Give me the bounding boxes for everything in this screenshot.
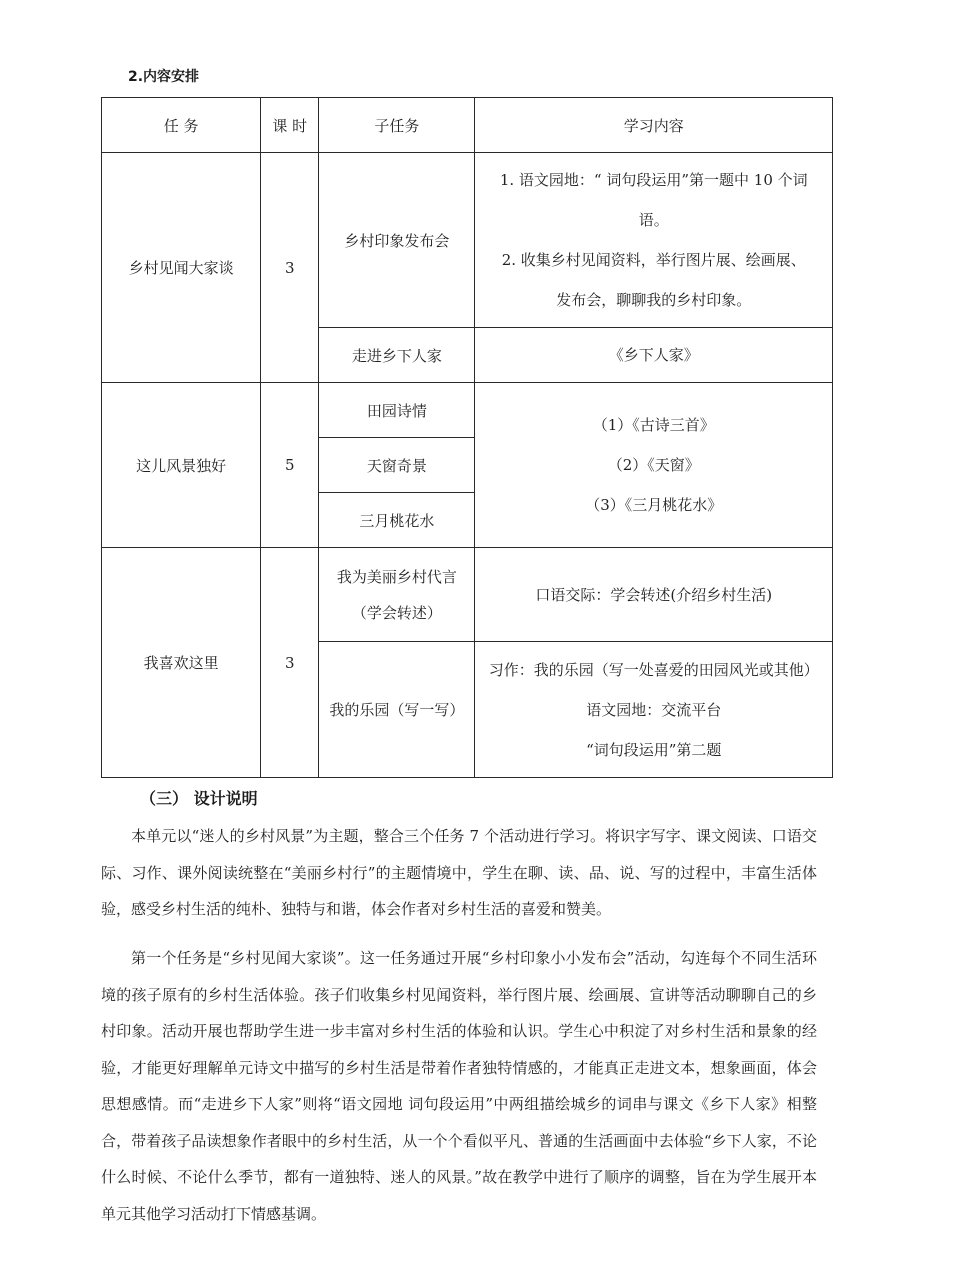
- task-cell: 这儿风景独好: [102, 383, 261, 548]
- task-cell: 我喜欢这里: [102, 548, 261, 778]
- content-line: （2）《天窗》: [607, 456, 700, 474]
- table-row: [102, 153, 833, 328]
- content-cell: 《乡下人家》: [475, 328, 833, 383]
- table-row: [102, 383, 833, 438]
- content-cell: 口语交际：学会转述(介绍乡村生活): [475, 548, 833, 642]
- table-row: [102, 548, 833, 642]
- hours-cell: 3: [261, 153, 319, 383]
- design-paragraph: 本单元以“迷人的乡村风景”为主题，整合三个任务 7 个活动进行学习。将识字写字、课文阅读、口语交际、习作、课外阅读统整在“美丽乡村行”的主题情境中，学生在聊、读、品、说、写的过程中，丰富生活体验，感受乡村生活的纯朴、独特与和谐，体会作者对乡村生活的喜爱和赞美。: [101, 827, 817, 918]
- subtask-cell: 三月桃花水: [319, 493, 475, 548]
- task-cell: 乡村见闻大家谈: [102, 153, 261, 383]
- section-heading: 2.内容安排: [128, 69, 200, 85]
- design-notes-title: （三） 设计说明: [140, 789, 258, 808]
- content-line: 2. 收集乡村见闻资料，举行图片展、绘画展、: [501, 251, 806, 269]
- hours-cell: 5: [261, 383, 319, 548]
- subtask-cell: 走进乡下人家: [319, 328, 475, 383]
- header-subtask: 子任务: [319, 98, 475, 153]
- content-line: （1）《古诗三首》: [592, 416, 715, 434]
- subtask-cell: [319, 548, 475, 642]
- content-cell: [475, 153, 833, 328]
- table-header-row: [102, 98, 833, 153]
- subtask-line: 我为美丽乡村代言: [336, 567, 457, 586]
- content-cell: [475, 642, 833, 778]
- content-line: （3）《三月桃花水》: [585, 496, 723, 514]
- design-paragraph: 第一个任务是“乡村见闻大家谈”。这一任务通过开展“乡村印象小小发布会”活动，勾连每个不同生活环境的孩子原有的乡村生活体验。孩子们收集乡村见闻资料，举行图片展、绘画展、宣讲等活动聊聊自己的乡村印象。活动开展也帮助学生进一步丰富对乡村生活的体验和认识。学生心中积淀了对乡村生活和景象的经验，才能更好理解单元诗文中描写的乡村生活是带着作者独特情感的，才能真正走进文本，想象画面，体会思想感情。而“走进乡下人家”则将“语文园地 词句段运用”中两组描绘城乡的词串与课文《乡下人家》相整合，带着孩子品读想象作者眼中的乡村生活，从一个个看似平凡、普通的生活画面中去体验“乡下人家，不论什么时候、不论什么季节，都有一道独特、迷人的风景。”故在教学中进行了顺序的调整，旨在为学生展开本单元其他学习活动打下情感基调。: [101, 949, 817, 1223]
- header-hours: 课 时: [261, 98, 319, 153]
- content-line: 1. 语文园地：“ 词句段运用”第一题中 10 个词: [499, 171, 808, 189]
- content-arrangement-table: [101, 97, 833, 778]
- subtask-cell: 乡村印象发布会: [319, 153, 475, 328]
- header-task: 任 务: [102, 98, 261, 153]
- subtask-cell: 田园诗情: [319, 383, 475, 438]
- content-line: 语。: [638, 211, 669, 229]
- hours-cell: 3: [261, 548, 319, 778]
- content-line: 语文园地：交流平台: [586, 700, 722, 719]
- content-line: 习作：我的乐园（写一处喜爱的田园风光或其他）: [488, 660, 819, 679]
- subtask-cell: 天窗奇景: [319, 438, 475, 493]
- content-line: “词句段运用”第二题: [586, 740, 722, 759]
- header-content: 学习内容: [475, 98, 833, 153]
- content-line: 发布会，聊聊我的乡村印象。: [556, 291, 752, 309]
- subtask-line: （学会转述）: [351, 603, 442, 622]
- content-cell: [475, 383, 833, 548]
- subtask-cell: 我的乐园（写一写）: [319, 642, 475, 778]
